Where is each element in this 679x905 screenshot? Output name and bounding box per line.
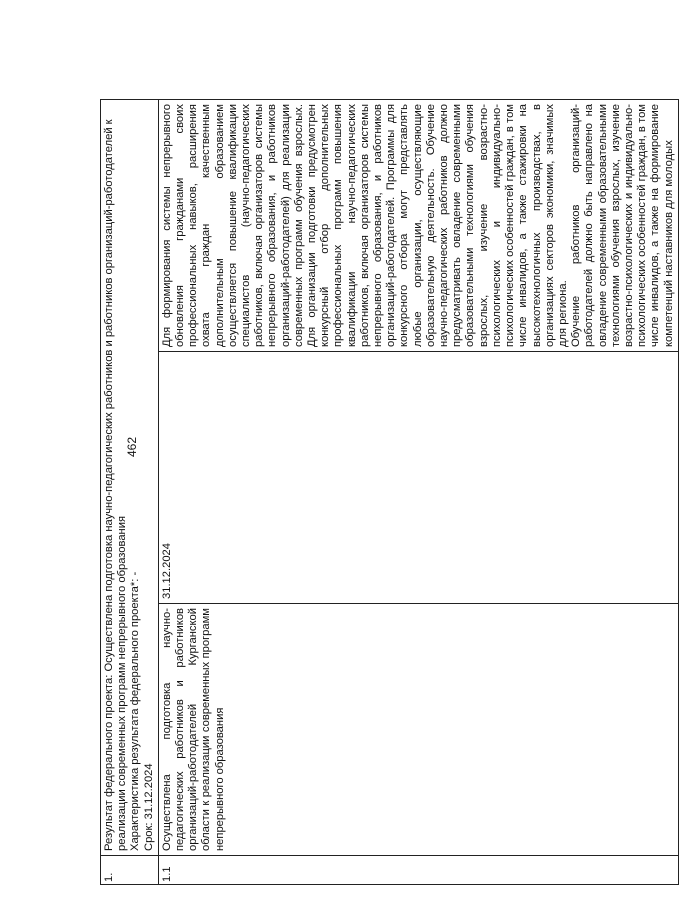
description-paragraph: Для формирования системы непрерывного обновления гражданами своих профессиональных навыков, расширения охвата граждан качественным дополнительным образованием осуществляется повышение квалификации специалистов (научно-педагогических работников, включая организаторов системы непрерывного образования, и работников организаций-работодателей) для реализации современных программ обучения взрослых. Для организации подготовки предусмотрен конкурсный отбор дополнительных профессиональных программ повышения квалификации научно-педагогических работников, включая организаторов системы непрерывного образования, и работников организаций-работодателей. Программы для конкурсного отбора могут представлять любые организации, осуществляющие образовательную деятельность. Обучение научно-педагогических работников должно предусматривать овладение современными образовательными технологиями обучения взрослых, изучение возрастно-психологических и индивидуально-психологических особенностей граждан, в том числе инвалидов, а также стажировки на высокотехнологичных производствах, в организациях секторов экономики, значимых для региона. — [160, 104, 569, 347]
row-date: 31.12.2024 — [158, 352, 678, 604]
result-title: Результат федерального проекта: Осуществлена подготовка научно-педагогических работников и работников организаций-работодателей к реализации современных программ непрерывного образования — [103, 119, 129, 851]
description-paragraph: Обучение работников организаций-работодателей должно быть направлено на овладение современными образовательными технологиями обучения взрослых, изучение возрастно-психологических и индивидуально-психологических особенностей граждан, в том числе инвалидов, а также на формирование компетенций наставников для молодых — [570, 104, 675, 347]
result-characteristic: Характеристика результата федерального проекта*: - — [129, 571, 142, 851]
row-number: 1.1 — [158, 856, 678, 885]
project-results-table — [100, 99, 679, 885]
row-description — [158, 100, 678, 352]
section-header-row — [101, 100, 159, 885]
page-number: 462 — [125, 436, 139, 458]
table-row — [158, 100, 678, 885]
row-name: Осуществлена подготовка научно-педагогических работников и работников организаций-работодателей Курганской области к реализации современных программ непрерывного образования — [158, 604, 678, 856]
rotated-page-content — [100, 99, 675, 885]
section-number: 1. — [101, 856, 159, 885]
section-header-cell — [101, 100, 159, 856]
result-deadline: Срок: 31.12.2024 — [142, 763, 155, 851]
